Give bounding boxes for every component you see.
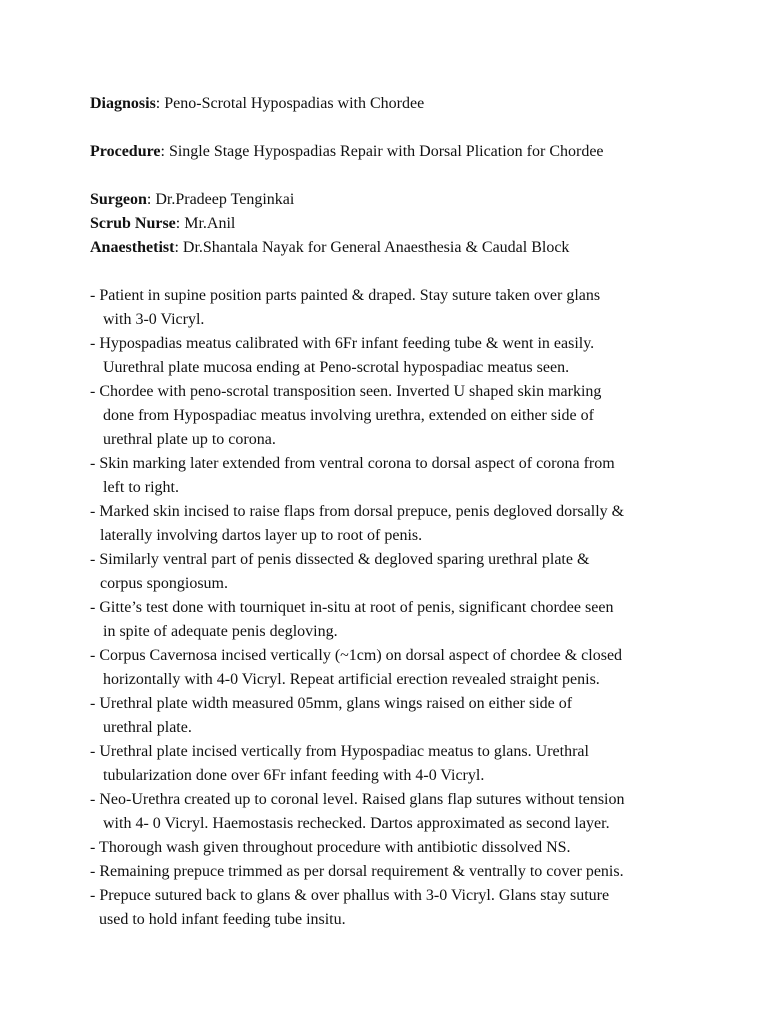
step-item xyxy=(90,836,710,860)
procedure-steps xyxy=(90,284,710,932)
step-item xyxy=(90,452,710,500)
step-line: left to right. xyxy=(103,479,179,496)
step-item xyxy=(90,740,710,788)
step-line: laterally involving dartos layer up to root of penis. xyxy=(100,527,423,544)
step-line: - Similarly ventral part of penis dissected & degloved sparing urethral plate & xyxy=(90,551,590,568)
surgeon-label: Surgeon xyxy=(90,191,147,208)
procedure-value: : Single Stage Hypospadias Repair with Dorsal Plication for Chordee xyxy=(160,143,604,160)
anaesthetist-label: Anaesthetist xyxy=(90,239,175,256)
step-line: - Thorough wash given throughout procedure with antibiotic dissolved NS. xyxy=(90,839,571,856)
step-line: in spite of adequate penis degloving. xyxy=(103,623,338,640)
diagnosis-value: : Peno-Scrotal Hypospadias with Chordee xyxy=(155,95,425,112)
step-line: - Marked skin incised to raise flaps from dorsal prepuce, penis degloved dorsally & xyxy=(90,503,625,520)
scrub-nurse-line xyxy=(90,212,710,236)
step-item xyxy=(90,860,710,884)
surgeon-line xyxy=(90,188,710,212)
step-item xyxy=(90,692,710,740)
step-line: - Skin marking later extended from ventral corona to dorsal aspect of corona from xyxy=(90,455,615,472)
step-line: - Remaining prepuce trimmed as per dorsal requirement & ventrally to cover penis. xyxy=(90,863,624,880)
step-line: tubularization done over 6Fr infant feeding with 4-0 Vicryl. xyxy=(103,767,485,784)
step-line: used to hold infant feeding tube insitu. xyxy=(99,911,346,928)
document-page xyxy=(90,92,710,932)
step-line: Uurethral plate mucosa ending at Peno-scrotal hypospadiac meatus seen. xyxy=(103,359,570,376)
step-line: done from Hypospadiac meatus involving urethra, extended on either side of xyxy=(103,407,594,424)
step-item xyxy=(90,500,710,548)
step-item xyxy=(90,332,710,380)
step-line: with 4- 0 Vicryl. Haemostasis rechecked. Dartos approximated as second layer. xyxy=(103,815,610,832)
step-line: - Gitte’s test done with tourniquet in-situ at root of penis, significant chordee seen xyxy=(90,599,614,616)
spacer xyxy=(90,260,710,284)
step-item xyxy=(90,596,710,644)
step-line: - Chordee with peno-scrotal transposition seen. Inverted U shaped skin marking xyxy=(90,383,602,400)
step-line: with 3-0 Vicryl. xyxy=(103,311,205,328)
step-item xyxy=(90,644,710,692)
procedure-line xyxy=(90,140,710,164)
step-line: - Urethral plate incised vertically from Hypospadiac meatus to glans. Urethral xyxy=(90,743,589,760)
step-line: urethral plate up to corona. xyxy=(103,431,276,448)
step-item xyxy=(90,884,710,932)
spacer xyxy=(90,116,710,140)
step-line: - Neo-Urethra created up to coronal level. Raised glans flap sutures without tension xyxy=(90,791,625,808)
scrub-nurse-label: Scrub Nurse xyxy=(90,215,176,232)
spacer xyxy=(90,164,710,188)
step-line: - Corpus Cavernosa incised vertically (~1cm) on dorsal aspect of chordee & closed xyxy=(90,647,623,664)
step-item xyxy=(90,284,710,332)
step-line: - Urethral plate width measured 05mm, glans wings raised on either side of xyxy=(90,695,573,712)
step-line: - Hypospadias meatus calibrated with 6Fr infant feeding tube & went in easily. xyxy=(90,335,595,352)
procedure-label: Procedure xyxy=(90,143,161,160)
step-item xyxy=(90,788,710,836)
diagnosis-label: Diagnosis xyxy=(90,95,156,112)
step-line: horizontally with 4-0 Vicryl. Repeat artificial erection revealed straight penis. xyxy=(103,671,600,688)
step-line: - Patient in supine position parts painted & draped. Stay suture taken over glans xyxy=(90,287,601,304)
scrub-nurse-value: : Mr.Anil xyxy=(175,215,236,232)
anaesthetist-value: : Dr.Shantala Nayak for General Anaesthesia & Caudal Block xyxy=(174,239,570,256)
diagnosis-line xyxy=(90,92,710,116)
surgeon-value: : Dr.Pradeep Tenginkai xyxy=(146,191,295,208)
step-line: corpus spongiosum. xyxy=(100,575,228,592)
step-line: - Prepuce sutured back to glans & over phallus with 3-0 Vicryl. Glans stay suture xyxy=(90,887,610,904)
anaesthetist-line xyxy=(90,236,710,260)
step-line: urethral plate. xyxy=(103,719,192,736)
step-item xyxy=(90,548,710,596)
step-item xyxy=(90,380,710,452)
